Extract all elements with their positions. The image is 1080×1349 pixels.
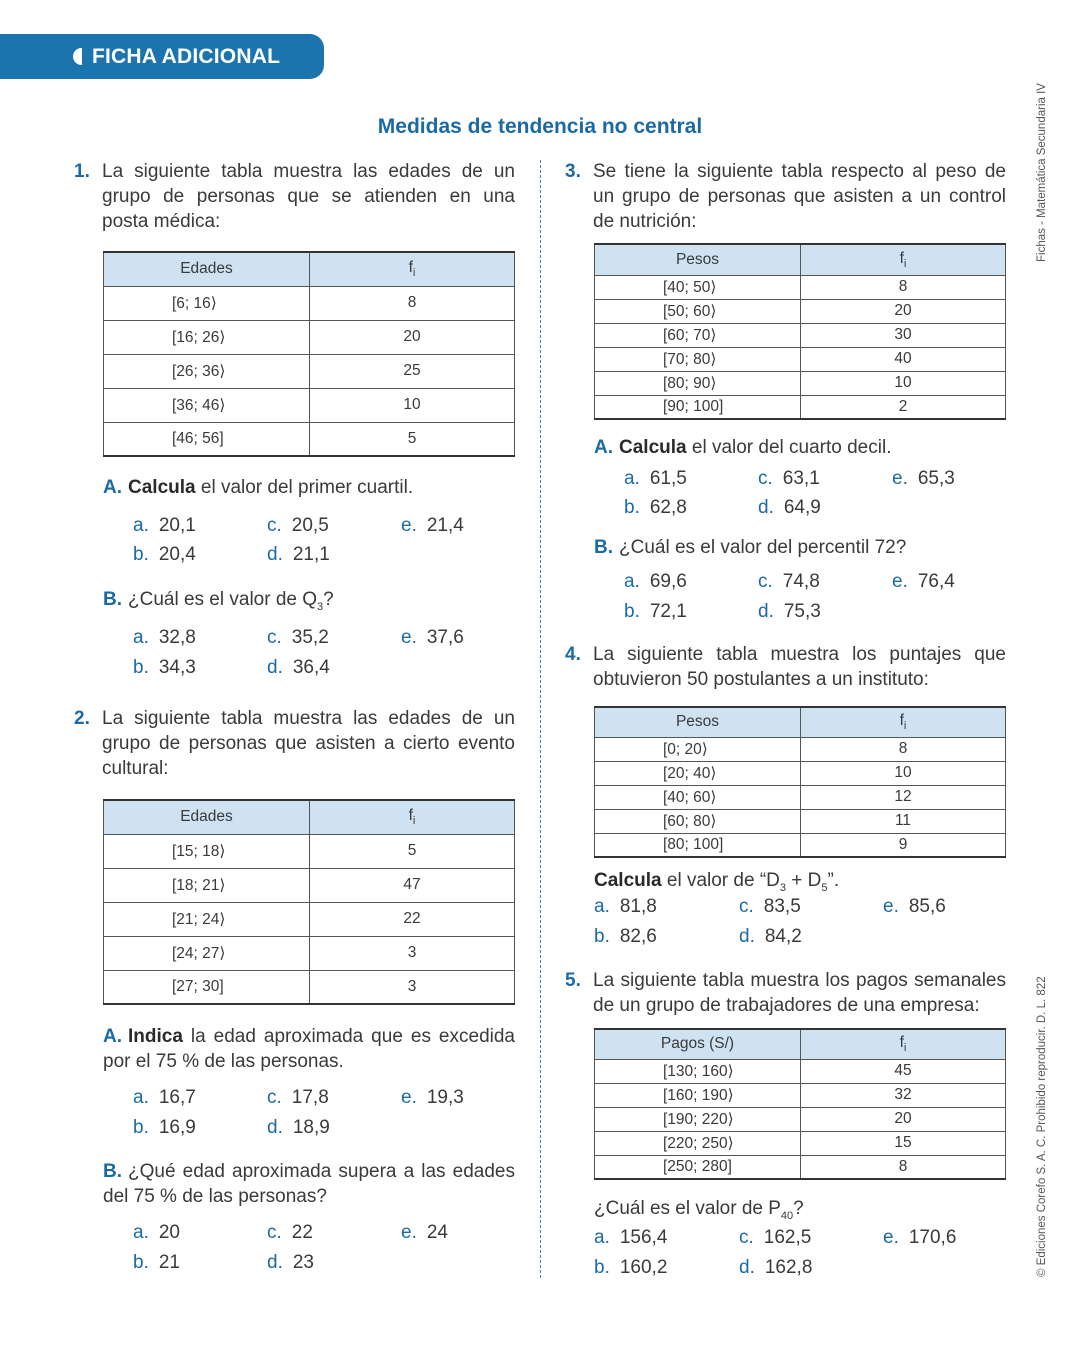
table-row: [40; 50⟩ 8 xyxy=(595,275,1006,299)
option[interactable]: a. 20 xyxy=(133,1222,180,1243)
option[interactable]: b. 62,8 xyxy=(624,497,687,518)
question-number: 4. xyxy=(565,644,581,665)
header-tab xyxy=(0,34,324,79)
question-2 xyxy=(74,706,515,781)
table-row: [60; 70⟩ 30 xyxy=(595,323,1006,347)
option[interactable]: d. 75,3 xyxy=(758,601,821,622)
table-row: [60; 80⟩ 11 xyxy=(595,809,1006,833)
option[interactable]: a. 20,1 xyxy=(133,515,196,536)
question-text: La siguiente tabla muestra las edades de un grupo de personas que asisten a cierto evento cultural: xyxy=(102,708,515,779)
option[interactable]: e. 65,3 xyxy=(892,468,955,489)
question-3 xyxy=(565,159,1006,234)
table-row: [6; 16⟩ 8 xyxy=(104,286,515,320)
q1-part-b: B. ¿Cuál es el valor de $Q_3$? xyxy=(103,589,334,613)
table-row: [50; 60⟩ 20 xyxy=(595,299,1006,323)
header-cell: Pagos (S/) xyxy=(595,1029,801,1059)
option[interactable]: c. 17,8 xyxy=(267,1087,329,1108)
option[interactable]: d. 18,9 xyxy=(267,1117,330,1138)
option[interactable]: e. 76,4 xyxy=(892,571,955,592)
option[interactable]: b. 34,3 xyxy=(133,657,196,678)
q1-part-a: A. Calcula el valor del primer cuartil. xyxy=(103,477,414,498)
page-title: Medidas de tendencia no central xyxy=(377,115,703,138)
header-cell: Edades xyxy=(104,252,310,286)
header-cell: Pesos xyxy=(595,244,801,275)
column-divider xyxy=(540,160,541,1278)
option[interactable]: b. 16,9 xyxy=(133,1117,196,1138)
table-row: [250; 280] 8 xyxy=(595,1155,1006,1179)
table-row: [80; 90⟩ 10 xyxy=(595,371,1006,395)
question-text: La siguiente tabla muestra las edades de un grupo de personas que se atienden en una posta médica: xyxy=(102,161,515,232)
option[interactable]: c. 35,2 xyxy=(267,627,329,648)
table-row: [36; 46⟩ 10 xyxy=(104,388,515,422)
half-circle-icon xyxy=(73,48,82,65)
table-row: [130; 160⟩ 45 xyxy=(595,1059,1006,1083)
question-number: 2. xyxy=(74,708,90,729)
option[interactable]: c. 22 xyxy=(267,1222,313,1243)
table-row: [220; 250⟩ 15 xyxy=(595,1131,1006,1155)
option[interactable]: d. 23 xyxy=(267,1252,314,1273)
table-row: [160; 190⟩ 32 xyxy=(595,1083,1006,1107)
option[interactable]: a. 69,6 xyxy=(624,571,687,592)
table-row: [18; 21⟩ 47 xyxy=(104,868,515,902)
option[interactable]: e. 24 xyxy=(401,1222,448,1243)
question-1 xyxy=(74,159,515,234)
table-row: [40; 60⟩ 12 xyxy=(595,785,1006,809)
table-row: [26; 36⟩ 25 xyxy=(104,354,515,388)
table-q5 xyxy=(594,1028,1006,1180)
option[interactable]: a. 156,4 xyxy=(594,1227,668,1248)
table-row: [24; 27⟩ 3 xyxy=(104,936,515,970)
table-q4 xyxy=(594,706,1006,858)
question-text: La siguiente tabla muestra los pagos semanales de un grupo de trabajadores de una empresa: xyxy=(593,970,1006,1016)
side-text-top: Fichas - Matemática Secundaria IV xyxy=(1036,83,1048,262)
option[interactable]: c. 20,5 xyxy=(267,515,329,536)
q3-part-b: B. ¿Cuál es el valor del percentil 72? xyxy=(594,537,907,558)
option[interactable]: d. 64,9 xyxy=(758,497,821,518)
q5-prompt: ¿Cuál es el valor de $P_{40}$? xyxy=(594,1198,804,1222)
table-row: [27; 30] 3 xyxy=(104,970,515,1004)
header-cell: $f_i$ xyxy=(310,800,515,834)
question-5 xyxy=(565,968,1006,1018)
q2-part-a: A. Indica la edad aproximada que es excedida por el 75 % de las personas. xyxy=(103,1026,515,1072)
option[interactable]: a. 32,8 xyxy=(133,627,196,648)
option[interactable]: d. 162,8 xyxy=(739,1257,813,1278)
q2-part-b: B. ¿Qué edad aproximada supera a las edades del 75 % de las personas? xyxy=(103,1161,515,1207)
table-row: [15; 18⟩ 5 xyxy=(104,834,515,868)
question-text: Se tiene la siguiente tabla respecto al peso de un grupo de personas que asisten a un control de nutrición: xyxy=(593,161,1006,232)
option[interactable]: a. 16,7 xyxy=(133,1087,196,1108)
option[interactable]: c. 162,5 xyxy=(739,1227,812,1248)
q4-prompt: Calcula el valor de “$D_3 + D_5$”. xyxy=(594,870,840,894)
option[interactable]: d. 84,2 xyxy=(739,926,802,947)
header-label: FICHA ADICIONAL xyxy=(92,44,281,68)
option[interactable]: e. 170,6 xyxy=(883,1227,957,1248)
table-q1 xyxy=(103,251,515,457)
table-row: [16; 26⟩ 20 xyxy=(104,320,515,354)
option[interactable]: e. 85,6 xyxy=(883,896,946,917)
option[interactable]: e. 19,3 xyxy=(401,1087,464,1108)
header-cell: $f_i$ xyxy=(801,1029,1006,1059)
table-row: [0; 20⟩ 8 xyxy=(595,737,1006,761)
table-row: [90; 100] 2 xyxy=(595,395,1006,419)
table-row: [46; 56] 5 xyxy=(104,422,515,456)
header-cell: Edades xyxy=(104,800,310,834)
side-text-bottom: © Ediciones Corefo S. A. C. Prohibido reproducir. D. L. 822 xyxy=(1036,976,1048,1277)
question-text: La siguiente tabla muestra los puntajes que obtuvieron 50 postulantes a un instituto: xyxy=(593,644,1006,690)
option[interactable]: b. 160,2 xyxy=(594,1257,668,1278)
option[interactable]: b. 21 xyxy=(133,1252,180,1273)
question-4 xyxy=(565,642,1006,692)
option[interactable]: c. 63,1 xyxy=(758,468,820,489)
header-cell: Pesos xyxy=(595,707,801,737)
option[interactable]: e. 21,4 xyxy=(401,515,464,536)
header-cell: $f_i$ xyxy=(801,707,1006,737)
option[interactable]: c. 83,5 xyxy=(739,896,801,917)
question-number: 3. xyxy=(565,161,581,182)
table-row: [80; 100] 9 xyxy=(595,833,1006,857)
question-number: 5. xyxy=(565,970,581,991)
option[interactable]: d. 21,1 xyxy=(267,544,330,565)
table-q3 xyxy=(594,243,1006,420)
option[interactable]: b. 72,1 xyxy=(624,601,687,622)
option[interactable]: b. 20,4 xyxy=(133,544,196,565)
table-row: [20; 40⟩ 10 xyxy=(595,761,1006,785)
option[interactable]: b. 82,6 xyxy=(594,926,657,947)
option[interactable]: d. 36,4 xyxy=(267,657,330,678)
header-cell: $f_i$ xyxy=(801,244,1006,275)
option[interactable]: a. 61,5 xyxy=(624,468,687,489)
option[interactable]: a. 81,8 xyxy=(594,896,657,917)
header-cell: $f_i$ xyxy=(310,252,515,286)
option[interactable]: e. 37,6 xyxy=(401,627,464,648)
table-row: [21; 24⟩ 22 xyxy=(104,902,515,936)
table-row: [190; 220⟩ 20 xyxy=(595,1107,1006,1131)
option[interactable]: c. 74,8 xyxy=(758,571,820,592)
question-number: 1. xyxy=(74,161,90,182)
table-row: [70; 80⟩ 40 xyxy=(595,347,1006,371)
q3-part-a: A. Calcula el valor del cuarto decil. xyxy=(594,437,892,458)
table-q2 xyxy=(103,799,515,1005)
